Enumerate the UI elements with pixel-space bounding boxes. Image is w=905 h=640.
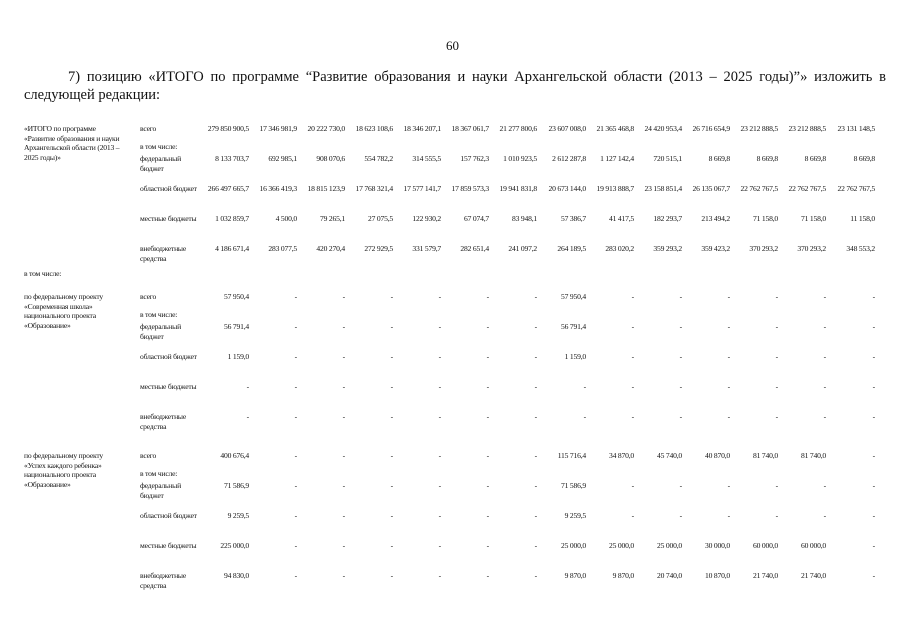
table-cell: 10 870,0: [705, 571, 730, 580]
table-cell: -: [775, 412, 778, 421]
table-cell: -: [823, 481, 826, 490]
table-cell: 56 791,4: [561, 322, 586, 331]
row-label: местные бюджеты: [140, 541, 197, 550]
table-cell: -: [872, 541, 875, 550]
table-cell: 18 623 108,6: [355, 124, 393, 133]
table-cell: 331 579,7: [412, 244, 441, 253]
table-cell: 21 277 800,6: [499, 124, 537, 133]
table-cell: -: [294, 481, 297, 490]
table-cell: -: [631, 292, 634, 301]
row-label: внебюджетные средства: [140, 571, 187, 590]
table-cell: -: [727, 292, 730, 301]
table-cell: 314 555,5: [412, 154, 441, 163]
table-cell: -: [486, 352, 489, 361]
table-cell: -: [534, 571, 537, 580]
table-cell: -: [775, 382, 778, 391]
table-cell: -: [390, 352, 393, 361]
table-cell: 17 577 141,7: [403, 184, 441, 193]
table-cell: -: [342, 352, 345, 361]
table-cell: -: [727, 352, 730, 361]
table-cell: -: [390, 292, 393, 301]
table-cell: -: [438, 412, 441, 421]
table-cell: -: [294, 352, 297, 361]
table-cell: 30 000,0: [705, 541, 730, 550]
table-cell: -: [390, 412, 393, 421]
table-cell: 21 365 468,8: [596, 124, 634, 133]
table-cell: -: [872, 571, 875, 580]
table-cell: 94 830,0: [224, 571, 249, 580]
table-cell: -: [294, 451, 297, 460]
table-cell: 115 716,4: [557, 451, 586, 460]
row-label: всего: [140, 292, 157, 301]
table-cell: -: [631, 352, 634, 361]
table-cell: -: [631, 481, 634, 490]
table-cell: 8 133 703,7: [215, 154, 249, 163]
table-cell: 60 000,0: [753, 541, 778, 550]
table-cell: 34 870,0: [609, 451, 634, 460]
table-cell: 71 586,9: [224, 481, 249, 490]
row-label: всего: [140, 451, 157, 460]
table-cell: 71 158,0: [753, 214, 778, 223]
table-cell: 23 212 888,5: [788, 124, 826, 133]
table-cell: -: [486, 511, 489, 520]
table-cell: -: [486, 382, 489, 391]
table-cell: -: [342, 382, 345, 391]
table-cell: 157 762,3: [460, 154, 489, 163]
table-cell: 359 423,2: [701, 244, 730, 253]
table-cell: -: [775, 322, 778, 331]
table-cell: -: [486, 571, 489, 580]
table-cell: -: [727, 322, 730, 331]
row-label: федеральный бюджет: [140, 481, 181, 500]
table-cell: 22 762 767,5: [837, 184, 875, 193]
table-cell: 283 077,5: [268, 244, 297, 253]
table-cell: 272 929,5: [364, 244, 393, 253]
table-cell: 1 032 859,7: [215, 214, 249, 223]
table-cell: -: [631, 382, 634, 391]
table-cell: 71 586,9: [561, 481, 586, 490]
table-cell: -: [438, 292, 441, 301]
table-cell: -: [438, 541, 441, 550]
table-cell: -: [534, 481, 537, 490]
row-label: в том числе:: [140, 469, 178, 478]
table-cell: -: [631, 511, 634, 520]
table-cell: -: [679, 382, 682, 391]
table-cell: -: [534, 382, 537, 391]
table-cell: -: [679, 292, 682, 301]
row-label: внебюджетные средства: [140, 412, 187, 431]
table-cell: -: [294, 511, 297, 520]
table-cell: -: [390, 541, 393, 550]
table-cell: 225 000,0: [220, 541, 249, 550]
block-label: по федеральному проекту «Современная школа» национального проекта «Образование»: [24, 292, 104, 330]
table-cell: -: [390, 511, 393, 520]
table-cell: -: [775, 292, 778, 301]
table-cell: -: [872, 352, 875, 361]
table-cell: -: [679, 352, 682, 361]
table-cell: 81 740,0: [801, 451, 826, 460]
table-cell: -: [775, 481, 778, 490]
table-cell: -: [823, 382, 826, 391]
row-label: в том числе:: [140, 310, 178, 319]
table-cell: -: [775, 511, 778, 520]
table-cell: 9 870,0: [612, 571, 634, 580]
row-label: внебюджетные средства: [140, 244, 187, 263]
table-cell: -: [727, 412, 730, 421]
table-cell: -: [486, 292, 489, 301]
table-cell: -: [679, 412, 682, 421]
table-cell: 83 948,1: [512, 214, 537, 223]
table-cell: 122 930,2: [412, 214, 441, 223]
table-cell: 17 859 573,3: [451, 184, 489, 193]
table-cell: 1 159,0: [564, 352, 586, 361]
table-cell: 25 000,0: [561, 541, 586, 550]
table-cell: 79 265,1: [320, 214, 345, 223]
table-cell: -: [390, 382, 393, 391]
table-cell: 21 740,0: [801, 571, 826, 580]
table-cell: -: [823, 292, 826, 301]
table-cell: -: [534, 292, 537, 301]
table-cell: -: [823, 412, 826, 421]
table-cell: -: [294, 571, 297, 580]
table-cell: -: [390, 451, 393, 460]
table-cell: 400 676,4: [220, 451, 249, 460]
table-cell: -: [486, 322, 489, 331]
table-cell: -: [872, 322, 875, 331]
table-cell: -: [294, 412, 297, 421]
table-cell: -: [679, 511, 682, 520]
row-label: местные бюджеты: [140, 214, 197, 223]
table-cell: 241 097,2: [508, 244, 537, 253]
table-cell: -: [534, 511, 537, 520]
table-cell: 60 000,0: [801, 541, 826, 550]
table-cell: -: [342, 511, 345, 520]
table-cell: 56 791,4: [224, 322, 249, 331]
block-label: «ИТОГО по программе «Развитие образования и науки Архангельской области (2013 – 2025 годы)»: [24, 124, 120, 162]
table-cell: -: [438, 382, 441, 391]
table-cell: -: [872, 412, 875, 421]
table-cell: 25 000,0: [609, 541, 634, 550]
table-cell: 9 870,0: [564, 571, 586, 580]
table-cell: 57 950,4: [224, 292, 249, 301]
table-cell: -: [534, 322, 537, 331]
row-label: всего: [140, 124, 157, 133]
table-cell: 24 420 953,4: [644, 124, 682, 133]
table-cell: -: [438, 481, 441, 490]
table-cell: 420 270,4: [316, 244, 345, 253]
row-label: областной бюджет: [140, 352, 197, 361]
intro-paragraph: 7) позицию «ИТОГО по программе “Развитие образования и науки Архангельской области (2013 – 2025 годы)”» изложить в следующей редакции:: [24, 69, 886, 103]
table-cell: -: [534, 541, 537, 550]
table-cell: 20 222 730,0: [307, 124, 345, 133]
table-cell: -: [679, 322, 682, 331]
table-cell: 71 158,0: [801, 214, 826, 223]
table-cell: 692 985,1: [268, 154, 297, 163]
table-cell: 908 070,6: [316, 154, 345, 163]
table-cell: -: [342, 322, 345, 331]
table-cell: 348 553,2: [846, 244, 875, 253]
table-cell: 23 212 888,5: [740, 124, 778, 133]
table-cell: 81 740,0: [753, 451, 778, 460]
table-cell: -: [534, 352, 537, 361]
table-cell: -: [872, 451, 875, 460]
row-label: местные бюджеты: [140, 382, 197, 391]
table-cell: -: [294, 541, 297, 550]
table-cell: 16 366 419,3: [259, 184, 297, 193]
table-cell: 40 870,0: [705, 451, 730, 460]
table-cell: 720 515,1: [653, 154, 682, 163]
table-cell: -: [486, 451, 489, 460]
table-cell: -: [872, 382, 875, 391]
table-cell: 8 669,8: [756, 154, 778, 163]
table-cell: -: [534, 451, 537, 460]
block-label: по федеральному проекту «Успех каждого ребенка» национального проекта «Образование»: [24, 451, 104, 489]
table-cell: -: [486, 541, 489, 550]
table-cell: 20 673 144,0: [548, 184, 586, 193]
table-cell: 21 740,0: [753, 571, 778, 580]
table-cell: -: [583, 412, 586, 421]
table-cell: 8 669,8: [853, 154, 875, 163]
table-cell: 23 131 148,5: [837, 124, 875, 133]
in-total-label: в том числе:: [24, 269, 62, 278]
table-cell: -: [246, 412, 249, 421]
table-cell: -: [438, 451, 441, 460]
table-cell: -: [534, 412, 537, 421]
table-cell: 57 386,7: [561, 214, 586, 223]
table-cell: 282 651,4: [460, 244, 489, 253]
table-cell: -: [246, 382, 249, 391]
table-cell: -: [872, 481, 875, 490]
table-cell: -: [823, 511, 826, 520]
table-cell: -: [775, 352, 778, 361]
table-cell: 67 074,7: [464, 214, 489, 223]
row-label: в том числе:: [140, 142, 178, 151]
table-cell: -: [438, 571, 441, 580]
table-cell: 11 158,0: [850, 214, 875, 223]
table-cell: -: [486, 481, 489, 490]
table-cell: -: [631, 322, 634, 331]
table-cell: 4 500,0: [275, 214, 297, 223]
table-cell: 45 740,0: [657, 451, 682, 460]
table-cell: 213 494,2: [701, 214, 730, 223]
table-cell: 8 669,8: [708, 154, 730, 163]
table-cell: 18 367 061,7: [451, 124, 489, 133]
table-cell: 266 497 665,7: [207, 184, 249, 193]
table-cell: -: [342, 292, 345, 301]
table-cell: 26 716 654,9: [692, 124, 730, 133]
table-cell: -: [294, 382, 297, 391]
table-cell: -: [823, 322, 826, 331]
table-cell: -: [631, 412, 634, 421]
table-cell: 18 815 123,9: [307, 184, 345, 193]
table-cell: -: [342, 541, 345, 550]
table-cell: -: [679, 481, 682, 490]
table-cell: 17 768 321,4: [355, 184, 393, 193]
row-label: федеральный бюджет: [140, 322, 181, 341]
table-cell: 370 293,2: [749, 244, 778, 253]
table-cell: 41 417,5: [609, 214, 634, 223]
row-label: федеральный бюджет: [140, 154, 181, 173]
row-label: областной бюджет: [140, 184, 197, 193]
table-cell: -: [294, 292, 297, 301]
table-cell: 1 010 923,5: [503, 154, 537, 163]
table-cell: -: [727, 382, 730, 391]
table-cell: -: [390, 322, 393, 331]
table-cell: 22 762 767,5: [788, 184, 826, 193]
table-cell: -: [294, 322, 297, 331]
table-cell: -: [872, 292, 875, 301]
table-cell: 23 607 008,0: [548, 124, 586, 133]
table-cell: -: [390, 481, 393, 490]
table-cell: 18 346 207,1: [403, 124, 441, 133]
table-cell: 359 293,2: [653, 244, 682, 253]
table-cell: 19 941 831,8: [499, 184, 537, 193]
table-cell: 1 159,0: [227, 352, 249, 361]
row-label: областной бюджет: [140, 511, 197, 520]
table-cell: 22 762 767,5: [740, 184, 778, 193]
table-cell: 25 000,0: [657, 541, 682, 550]
table-cell: -: [342, 451, 345, 460]
table-cell: -: [390, 571, 393, 580]
table-cell: 26 135 067,7: [692, 184, 730, 193]
table-cell: 8 669,8: [804, 154, 826, 163]
table-cell: 17 346 981,9: [259, 124, 297, 133]
table-cell: 9 259,5: [564, 511, 586, 520]
table-cell: 370 293,2: [797, 244, 826, 253]
table-cell: 1 127 142,4: [600, 154, 634, 163]
table-cell: -: [486, 412, 489, 421]
table-cell: -: [438, 322, 441, 331]
page-number: 60: [446, 38, 459, 53]
table-cell: -: [823, 352, 826, 361]
table-cell: 23 158 851,4: [644, 184, 682, 193]
table-cell: 9 259,5: [227, 511, 249, 520]
table-cell: -: [583, 382, 586, 391]
table-cell: -: [342, 412, 345, 421]
table-cell: -: [727, 481, 730, 490]
table-cell: 264 189,5: [557, 244, 586, 253]
table-cell: -: [727, 511, 730, 520]
table-cell: 283 020,2: [605, 244, 634, 253]
table-cell: -: [872, 511, 875, 520]
table-cell: 27 075,5: [368, 214, 393, 223]
table-cell: 182 293,7: [653, 214, 682, 223]
table-cell: 4 186 671,4: [215, 244, 249, 253]
table-cell: -: [342, 571, 345, 580]
table-cell: -: [438, 352, 441, 361]
table-cell: 57 950,4: [561, 292, 586, 301]
table-cell: -: [342, 481, 345, 490]
table-cell: -: [438, 511, 441, 520]
table-cell: 19 913 888,7: [596, 184, 634, 193]
table-cell: 20 740,0: [657, 571, 682, 580]
table-cell: 279 850 900,5: [207, 124, 249, 133]
table-cell: 554 782,2: [364, 154, 393, 163]
table-cell: 2 612 287,8: [552, 154, 586, 163]
